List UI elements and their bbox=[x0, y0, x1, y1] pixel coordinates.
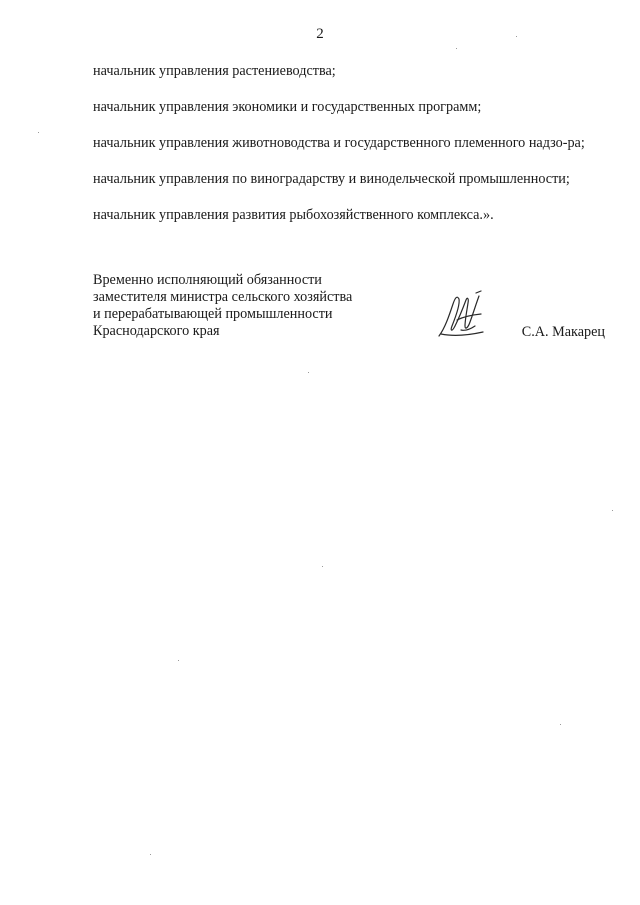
page-number: 2 bbox=[316, 26, 324, 42]
list-item: начальник управления развития рыбохозяйственного комплекса.». bbox=[93, 207, 494, 223]
scan-speck bbox=[178, 660, 179, 661]
list-item: начальник управления растениеводства; bbox=[93, 63, 336, 79]
list-item: начальник управления по виноградарству и винодельческой промышленности; bbox=[93, 171, 570, 187]
scan-speck bbox=[456, 48, 457, 49]
scan-speck bbox=[516, 36, 517, 37]
position-line: заместителя министра сельского хозяйства bbox=[93, 289, 353, 305]
position-line: и перерабатывающей промышленности bbox=[93, 306, 333, 322]
scan-speck bbox=[150, 854, 151, 855]
signatory-position bbox=[93, 272, 393, 340]
scan-speck bbox=[308, 372, 309, 373]
handwritten-signature-icon bbox=[435, 290, 487, 340]
signature-block bbox=[93, 272, 605, 352]
scan-speck bbox=[560, 724, 561, 725]
position-line: Краснодарского края bbox=[93, 323, 220, 339]
list-item: начальник управления животноводства и государственного племенного надзо-ра; bbox=[93, 135, 585, 151]
scan-speck bbox=[322, 566, 323, 567]
list-item: начальник управления экономики и государственных программ; bbox=[93, 99, 482, 115]
position-list bbox=[93, 62, 605, 242]
scan-speck bbox=[612, 510, 613, 511]
signatory-name: С.А. Макарец bbox=[521, 324, 605, 340]
scan-speck bbox=[38, 132, 39, 133]
position-line: Временно исполняющий обязанности bbox=[93, 272, 322, 288]
